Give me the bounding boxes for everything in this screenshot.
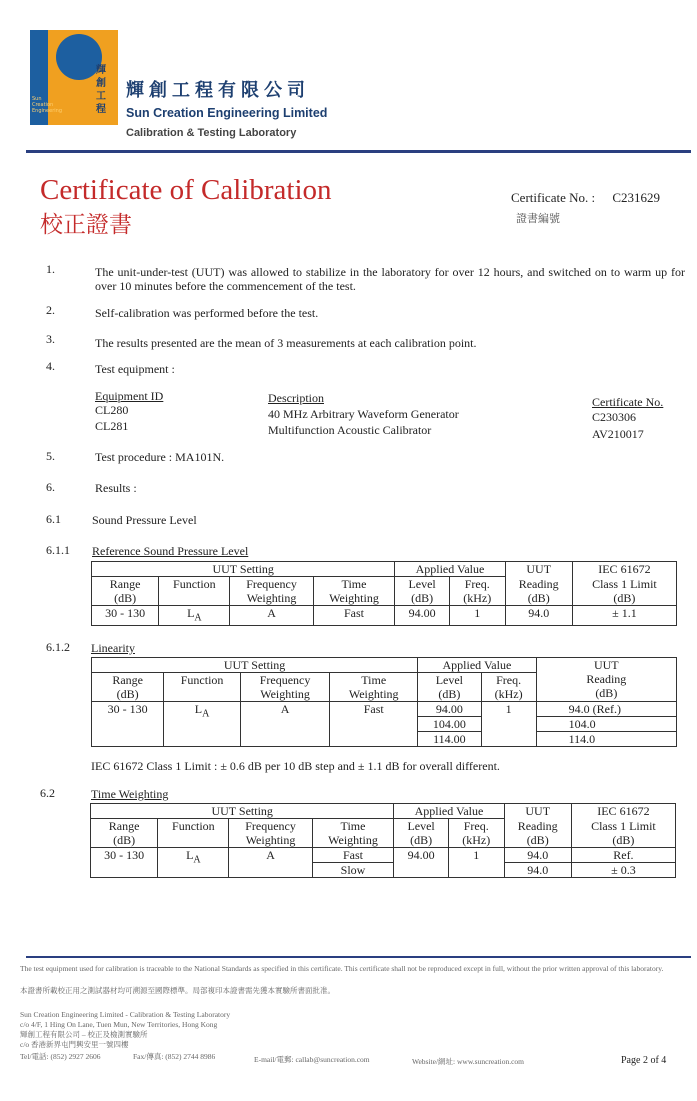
level-label: Level bbox=[408, 577, 436, 591]
section-title: Reference Sound Pressure Level bbox=[92, 544, 249, 558]
logo-char: 輝 bbox=[96, 65, 106, 76]
item-number: 1. bbox=[46, 262, 55, 276]
website: Website/網址: www.suncreation.com bbox=[412, 1057, 525, 1066]
address-line-cn: c/o 香港新界屯門興安里一號四樓 bbox=[20, 1040, 129, 1049]
equipment-id: CL280 bbox=[95, 403, 129, 417]
equipment-id: CL281 bbox=[95, 419, 129, 433]
logo-vertical-text bbox=[96, 64, 112, 116]
logo-word: Creation bbox=[32, 102, 54, 108]
company-name-cn: 輝創工程有限公司 bbox=[126, 80, 310, 101]
uut-label: UUT bbox=[593, 658, 619, 672]
limit-header bbox=[571, 819, 675, 848]
unit-label: (dB) bbox=[526, 832, 549, 847]
email: E-mail/電郵: callab@suncreation.com bbox=[254, 1055, 370, 1064]
level-cell: 104.00 bbox=[418, 717, 481, 732]
item-number: 3. bbox=[46, 332, 55, 346]
function-header: Function bbox=[158, 819, 229, 848]
freq-header bbox=[481, 673, 536, 702]
unit-label: (dB) bbox=[411, 591, 434, 605]
freq-weighting-header bbox=[230, 577, 313, 606]
freq-cell: 1 bbox=[448, 848, 504, 878]
function-header: Function bbox=[159, 577, 230, 606]
unit-label: (dB) bbox=[114, 591, 137, 605]
level-cell: 94.00 bbox=[418, 702, 481, 717]
logo-word: Sun bbox=[32, 96, 42, 102]
address-line-cn: 輝創工程有限公司 – 校正及檢測實驗所 bbox=[20, 1030, 148, 1039]
reading-label: Reading bbox=[518, 576, 559, 591]
item-text: Results : bbox=[95, 481, 137, 495]
time-weighting-header bbox=[312, 819, 394, 848]
freq-weighting-header bbox=[240, 673, 329, 702]
telephone: Tel/電話: (852) 2927 2606 bbox=[20, 1052, 101, 1061]
unit-label: (kHz) bbox=[462, 833, 491, 847]
range-header bbox=[92, 577, 159, 606]
section-number: 6.1.1 bbox=[46, 543, 70, 557]
range-label: Range bbox=[108, 819, 140, 833]
time-weighting-cell: Slow bbox=[312, 863, 394, 878]
section-title: Linearity bbox=[91, 641, 135, 655]
section-title: Sound Pressure Level bbox=[92, 513, 197, 527]
item-number: 6. bbox=[46, 480, 55, 494]
logo-char: 程 bbox=[96, 104, 106, 115]
item-text: Test equipment : bbox=[95, 362, 175, 376]
time-label: Time bbox=[340, 819, 366, 833]
certificate-title-cn: 校正證書 bbox=[40, 212, 132, 238]
uut-setting-header: UUT Setting bbox=[91, 804, 394, 819]
certificate-title: Certificate of Calibration bbox=[40, 174, 332, 206]
unit-label: (dB) bbox=[527, 590, 550, 605]
time-weighting-cell: Fast bbox=[313, 606, 395, 626]
freq-header bbox=[448, 819, 504, 848]
certificate-no-header: Certificate No. bbox=[592, 395, 664, 409]
freq-header bbox=[449, 577, 505, 606]
unit-label: (dB) bbox=[410, 833, 433, 847]
reading-cell: 94.0 bbox=[504, 863, 571, 878]
applied-value-header: Applied Value bbox=[394, 804, 504, 819]
company-name-en: Sun Creation Engineering Limited bbox=[126, 106, 328, 120]
reading-label: Reading bbox=[586, 672, 627, 686]
class-limit-label: Class 1 Limit bbox=[591, 818, 656, 833]
function-subscript: A bbox=[193, 854, 201, 866]
equipment-id-header: Equipment ID bbox=[95, 389, 164, 403]
time-weighting-header bbox=[313, 577, 395, 606]
reading-cell: 104.0 bbox=[536, 717, 676, 732]
freq-label: Freq. bbox=[496, 673, 522, 687]
reference-spl-table bbox=[91, 561, 677, 626]
function-text: L bbox=[187, 606, 195, 620]
iec-header: IEC 61672 bbox=[571, 804, 675, 819]
linearity-limit-note: IEC 61672 Class 1 Limit : ± 0.6 dB per 10 dB step and ± 1.1 dB for overall different. bbox=[91, 759, 500, 773]
traceability-statement-cn: 本證書所載校正用之測試器材均可溯源至國際標準。局部複印本證書需先獲本實驗所書面批准。 bbox=[20, 986, 335, 995]
level-label: Level bbox=[435, 673, 464, 687]
freq-cell: 1 bbox=[449, 606, 505, 626]
function-cell bbox=[158, 848, 229, 878]
traceability-statement: The test equipment used for calibration is traceable to the National Standards as specified in this certificate. This certificate shall not be reproduced except in full, without the prior written approval of this laboratory. bbox=[20, 964, 664, 973]
reading-cell: 114.0 bbox=[536, 732, 676, 747]
level-header bbox=[394, 819, 449, 848]
limit-cell: ± 0.3 bbox=[571, 863, 675, 878]
range-header bbox=[91, 819, 158, 848]
function-subscript: A bbox=[194, 612, 202, 624]
weighting-label: Weighting bbox=[260, 687, 310, 701]
range-header bbox=[92, 673, 164, 702]
time-label: Time bbox=[341, 577, 367, 591]
freq-weighting-cell: A bbox=[240, 702, 329, 747]
table-row bbox=[92, 702, 677, 717]
unit-label: (dB) bbox=[595, 686, 618, 700]
level-label: Level bbox=[407, 819, 435, 833]
weighting-label: Weighting bbox=[245, 833, 296, 847]
uut-reading-header bbox=[536, 658, 676, 702]
function-header: Function bbox=[164, 673, 241, 702]
header-divider bbox=[26, 150, 691, 153]
level-cell: 114.00 bbox=[418, 732, 481, 747]
uut-setting-header: UUT Setting bbox=[92, 658, 418, 673]
reading-cell: 94.0 bbox=[505, 606, 572, 626]
freq-weighting-header bbox=[229, 819, 312, 848]
range-cell: 30 - 130 bbox=[92, 702, 164, 747]
time-weighting-cell: Fast bbox=[330, 702, 418, 747]
linearity-table bbox=[91, 657, 677, 747]
certno-label-cn: 證書編號 bbox=[516, 212, 560, 225]
function-cell bbox=[159, 606, 230, 626]
range-cell: 30 - 130 bbox=[92, 606, 159, 626]
level-header bbox=[395, 577, 450, 606]
table-row bbox=[92, 606, 677, 626]
unit-label: (kHz) bbox=[463, 591, 492, 605]
function-cell bbox=[164, 702, 241, 747]
level-cell: 94.00 bbox=[394, 848, 449, 878]
footer-divider bbox=[26, 956, 691, 958]
equipment-certificate: AV210017 bbox=[592, 427, 644, 441]
freq-cell: 1 bbox=[481, 702, 536, 747]
freq-weighting-cell: A bbox=[229, 848, 312, 878]
item-text: Test procedure : MA101N. bbox=[95, 450, 225, 464]
unit-label: (dB) bbox=[438, 687, 461, 701]
address-line: c/o 4/F, 1 Hing On Lane, Tuen Mun, New Territories, Hong Kong bbox=[20, 1020, 218, 1029]
address-line: Sun Creation Engineering Limited - Calibration & Testing Laboratory bbox=[20, 1010, 231, 1019]
item-text: Self-calibration was performed before the test. bbox=[95, 306, 319, 320]
table-row bbox=[91, 848, 676, 863]
range-cell: 30 - 130 bbox=[91, 848, 158, 878]
certificate-number bbox=[511, 190, 660, 206]
freq-weighting-cell: A bbox=[230, 606, 313, 626]
item-text: The unit-under-test (UUT) was allowed to stabilize in the laboratory for over 12 hours, and switched on to warm up for over 10 minutes before the commencement of the test. bbox=[95, 265, 685, 293]
unit-label: (dB) bbox=[116, 687, 139, 701]
reading-label: Reading bbox=[517, 818, 558, 833]
section-number: 6.2 bbox=[40, 786, 55, 800]
time-label: Time bbox=[361, 673, 387, 687]
section-title: Time Weighting bbox=[91, 787, 169, 801]
equipment-description: Multifunction Acoustic Calibrator bbox=[268, 423, 432, 437]
applied-value-header: Applied Value bbox=[395, 562, 505, 577]
frequency-label: Frequency bbox=[246, 577, 297, 591]
page-number: Page 2 of 4 bbox=[621, 1055, 667, 1066]
uut-header: UUT bbox=[505, 562, 572, 577]
function-subscript: A bbox=[202, 708, 210, 720]
range-label: Range bbox=[112, 673, 143, 687]
iec-header: IEC 61672 bbox=[572, 562, 676, 577]
unit-label: (dB) bbox=[113, 833, 136, 847]
certno-value: C231629 bbox=[612, 190, 661, 205]
company-subtitle: Calibration & Testing Laboratory bbox=[126, 127, 297, 139]
level-cell: 94.00 bbox=[395, 606, 450, 626]
uut-header: UUT bbox=[504, 804, 571, 819]
function-text: L bbox=[194, 702, 203, 716]
weighting-label: Weighting bbox=[348, 687, 399, 701]
frequency-label: Frequency bbox=[259, 673, 311, 687]
uut-setting-header: UUT Setting bbox=[92, 562, 395, 577]
reading-header bbox=[505, 577, 572, 606]
item-number: 5. bbox=[46, 449, 55, 463]
description-header: Description bbox=[268, 391, 324, 405]
function-text: L bbox=[186, 848, 194, 862]
unit-label: (dB) bbox=[613, 590, 636, 605]
limit-header bbox=[572, 577, 676, 606]
unit-label: (kHz) bbox=[494, 687, 523, 701]
limit-cell: ± 1.1 bbox=[572, 606, 676, 626]
weighting-label: Weighting bbox=[329, 591, 379, 605]
freq-label: Freq. bbox=[464, 577, 490, 591]
item-text: The results presented are the mean of 3 measurements at each calibration point. bbox=[95, 336, 477, 350]
equipment-certificate: C230306 bbox=[592, 410, 637, 424]
frequency-label: Frequency bbox=[245, 819, 296, 833]
item-number: 2. bbox=[46, 303, 55, 317]
reading-cell: 94.0 (Ref.) bbox=[536, 702, 676, 717]
reading-cell: 94.0 bbox=[504, 848, 571, 863]
class-limit-label: Class 1 Limit bbox=[592, 576, 657, 591]
equipment-description: 40 MHz Arbitrary Waveform Generator bbox=[268, 407, 459, 421]
time-weighting-header bbox=[330, 673, 418, 702]
logo-word: Engineering bbox=[32, 108, 62, 114]
range-label: Range bbox=[109, 577, 141, 591]
logo-english-text bbox=[32, 96, 62, 114]
time-weighting-cell: Fast bbox=[312, 848, 394, 863]
freq-label: Freq. bbox=[463, 819, 489, 833]
item-number: 4. bbox=[46, 359, 55, 373]
logo-char: 創 bbox=[96, 78, 106, 89]
time-weighting-table bbox=[90, 803, 676, 878]
level-header bbox=[418, 673, 481, 702]
applied-value-header: Applied Value bbox=[418, 658, 536, 673]
weighting-label: Weighting bbox=[246, 591, 297, 605]
certno-label: Certificate No. : bbox=[511, 190, 596, 205]
weighting-label: Weighting bbox=[328, 833, 378, 847]
reading-header bbox=[504, 819, 571, 848]
section-number: 6.1 bbox=[46, 512, 61, 526]
logo-char: 工 bbox=[96, 91, 106, 102]
fax: Fax/傳真: (852) 2744 8986 bbox=[133, 1052, 216, 1061]
limit-cell: Ref. bbox=[571, 848, 675, 863]
section-number: 6.1.2 bbox=[46, 640, 70, 654]
unit-label: (dB) bbox=[612, 832, 635, 847]
